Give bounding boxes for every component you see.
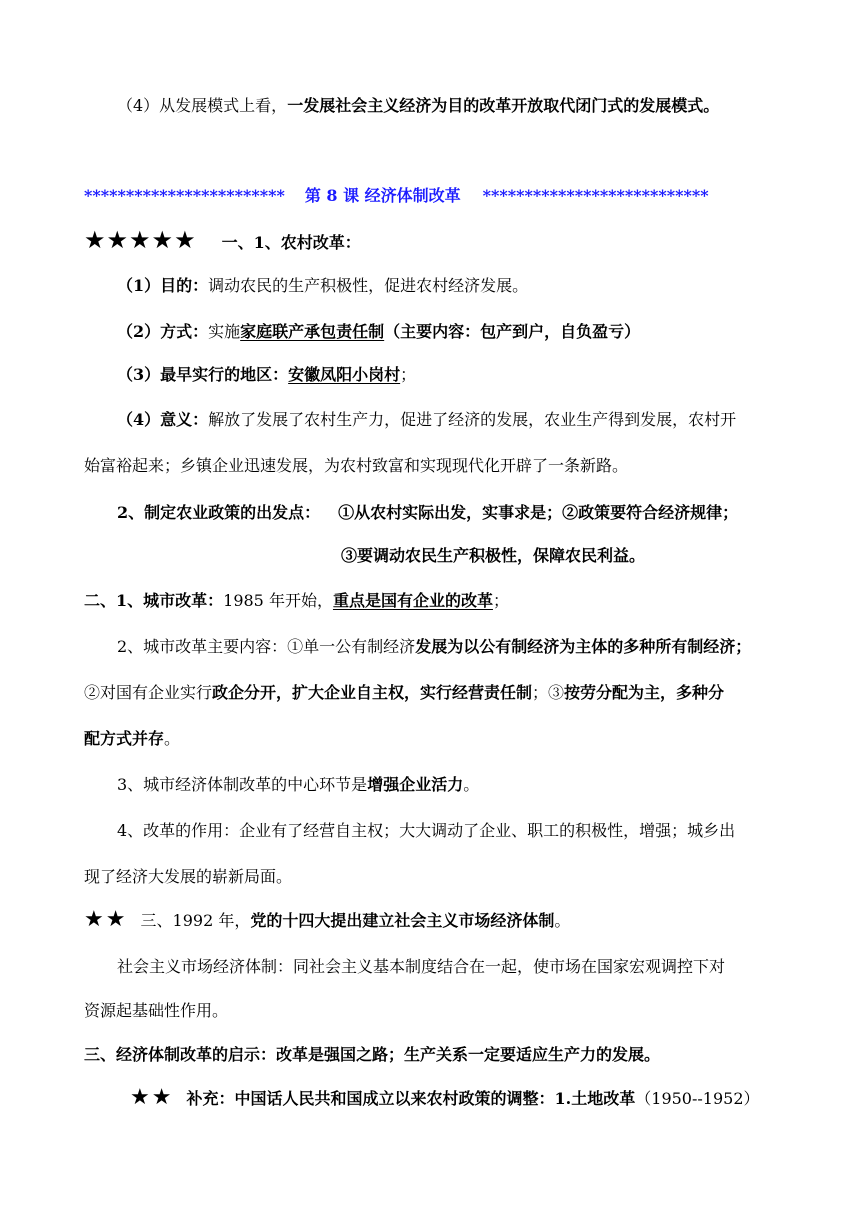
method-pre: 实施 xyxy=(208,322,241,341)
section2-focus-end: ； xyxy=(492,591,509,610)
section3-heading-row xyxy=(84,907,571,932)
section2-year: 1985 年开始， xyxy=(223,591,333,610)
content-line2-mid: ；③ xyxy=(532,683,565,702)
definition-line-2: 资源起基础性作用。 xyxy=(84,1001,229,1020)
content-bold-1: 发展为以公有制经济为主体的多种所有制经济； xyxy=(415,637,752,656)
meaning-line-2: 始富裕起来；乡镇企业迅速发展，为农村致富和实现现代化开辟了一条新路。 xyxy=(84,456,629,475)
section1-heading: 一、1、农村改革： xyxy=(221,233,361,252)
policy-line-2: ③要调动农民生产积极性，保障农民利益。 xyxy=(341,546,646,565)
section1-heading-row xyxy=(84,226,361,254)
section2-heading: 二、1、城市改革： xyxy=(84,591,224,610)
effect-line-1: 4、改革的作用：企业有了经营自主权；大大调动了企业、职工的积极性，增强；城乡出 xyxy=(117,821,736,840)
content-row-2 xyxy=(84,683,724,703)
lesson-header xyxy=(84,186,709,206)
content-line3-bold: 配方式并存 xyxy=(84,729,165,748)
method-bold: （主要内容：包产到户，自负盈亏） xyxy=(384,322,641,341)
intro-point-4-prefix: （4）从发展模式上看， xyxy=(117,96,288,115)
purpose-text: 调动农民的生产积极性，促进农村经济发展。 xyxy=(208,276,529,295)
content-line2-bold2: 按劳分配为主，多种分 xyxy=(564,683,725,702)
meaning-label: （4）意义： xyxy=(117,410,209,429)
section3-heading-end: 。 xyxy=(554,911,571,930)
supplement-end: （1950--1952） xyxy=(635,1089,760,1108)
section3-heading-pre: 三、1992 年， xyxy=(140,911,251,930)
method-underlined: 家庭联产承包责任制 xyxy=(240,322,385,341)
section4-heading: 三、经济体制改革的启示：改革是强国之路；生产关系一定要适应生产力的发展。 xyxy=(84,1045,661,1064)
center-pre: 3、城市经济体制改革的中心环节是 xyxy=(117,775,368,794)
policy-line-1: ①从农村实际出发，实事求是；②政策要符合经济规律； xyxy=(338,503,739,522)
earliest-end: ； xyxy=(400,365,417,384)
lesson-header-stars-right: *************************** xyxy=(482,186,709,205)
rating-five-stars-icon: ★★★★★ xyxy=(84,226,197,254)
section3-heading-bold: 党的十四大提出建立社会主义市场经济体制 xyxy=(250,911,555,930)
content-row-1 xyxy=(117,637,751,657)
policy-label: 2、制定农业政策的出发点： xyxy=(117,503,321,522)
rating-two-stars-icon: ★★ xyxy=(84,907,128,932)
section2-focus: 重点是国有企业的改革 xyxy=(332,591,493,610)
intro-point-4-bold: 一发展社会主义经济为目的改革开放取代闭门式的发展模式。 xyxy=(287,96,720,115)
center-end: 。 xyxy=(463,775,480,794)
rating-two-stars-icon: ★★ xyxy=(130,1085,174,1110)
section2-heading-row xyxy=(84,591,509,611)
effect-line-2: 现了经济大发展的崭新局面。 xyxy=(84,867,293,886)
content-line2-bold: 政企分开，扩大企业自主权，实行经营责任制 xyxy=(212,683,533,702)
content-row-3 xyxy=(84,729,180,749)
supplement-row xyxy=(130,1085,760,1110)
intro-point-4 xyxy=(117,96,719,116)
method-row xyxy=(117,322,640,342)
policy-row-1 xyxy=(117,503,738,523)
lesson-header-stars-left: ************************ xyxy=(84,186,285,205)
earliest-underlined: 安徽凤阳小岗村 xyxy=(288,365,401,384)
center-row xyxy=(117,775,479,795)
meaning-line-1: 解放了发展了农村生产力，促进了经济的发展，农业生产得到发展，农村开 xyxy=(208,410,737,429)
content-line2-pre: ②对国有企业实行 xyxy=(84,683,213,702)
method-label: （2）方式： xyxy=(117,322,209,341)
supplement-text: 补充：中国话人民共和国成立以来农村政策的调整：1.土地改革 xyxy=(186,1089,636,1108)
earliest-label: （3）最早实行的地区： xyxy=(117,365,289,384)
lesson-title: 第 8 课 经济体制改革 xyxy=(304,186,461,205)
purpose-row xyxy=(117,276,528,296)
definition-line-1: 社会主义市场经济体制：同社会主义基本制度结合在一起，使市场在国家宏观调控下对 xyxy=(117,957,726,976)
center-bold: 增强企业活力 xyxy=(367,775,464,794)
earliest-row xyxy=(117,365,416,385)
meaning-row-1 xyxy=(117,410,736,430)
content-pre: 2、城市改革主要内容：①单一公有制经济 xyxy=(117,637,416,656)
purpose-label: （1）目的： xyxy=(117,276,209,295)
content-line3-end: 。 xyxy=(164,729,181,748)
